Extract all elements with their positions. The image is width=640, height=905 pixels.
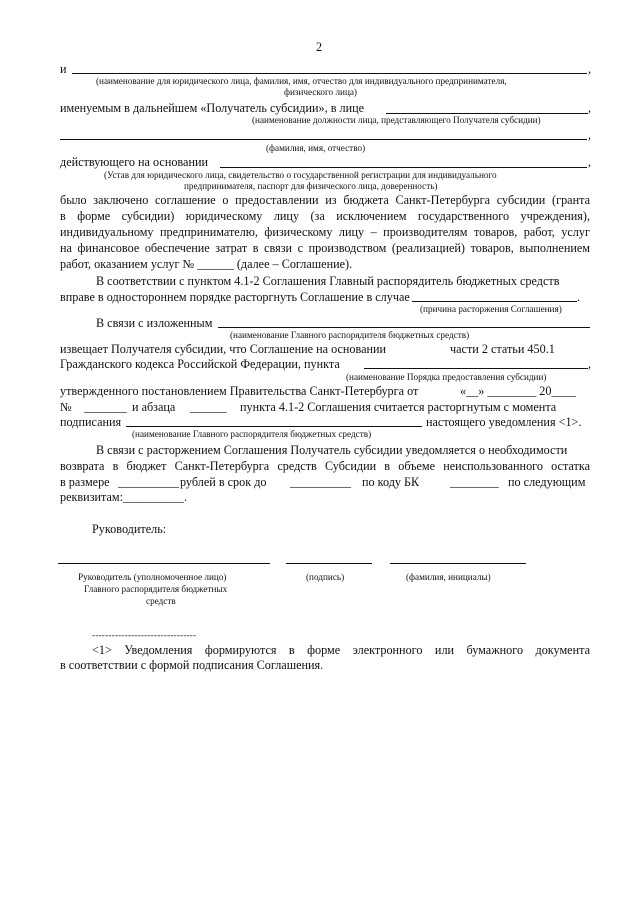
para3-line5-number: № — [60, 400, 72, 414]
para4-line3b: рублей в срок до — [180, 475, 267, 489]
para4-line3d: по следующим — [508, 475, 586, 489]
para3-line4a: утвержденного постановлением Правительства Санкт-Петербурга от — [60, 384, 419, 398]
para3-line6a: подписания — [60, 415, 122, 429]
signature-hint: (подпись) — [306, 572, 345, 582]
para2-line1: В соответствии с пунктом 4.1-2 Соглашения Главный распорядитель бюджетных средств — [96, 274, 560, 288]
para3-line5c: пункта 4.1-2 Соглашения считается расторгнутым с момента — [240, 400, 557, 414]
para3-line2a: извещает Получателя субсидии, что Соглашение на основании — [60, 342, 387, 356]
para2-line2: вправе в одностороннем порядке расторгнуть Соглашение в случае — [60, 290, 410, 304]
basis-hint-line1: (Устав для юридического лица, свидетельство о государственной регистрации для индивидуального — [104, 170, 497, 180]
manager-position-line[interactable] — [58, 563, 270, 564]
para4-line3c: по коду БК — [362, 475, 420, 489]
comma: , — [588, 62, 592, 76]
footnote-line2: в соответствии с формой подписания Соглашения. — [60, 658, 324, 672]
signature-line[interactable] — [286, 563, 372, 564]
para3-line6b: настоящего уведомления <1>. — [426, 415, 582, 429]
footnote-separator: -------------------------------- — [92, 630, 197, 640]
manager-name-line[interactable] — [390, 563, 526, 564]
para1-line1: было заключено соглашение о предоставлении из бюджета Санкт-Петербурга субсидии (гранта — [60, 193, 590, 207]
manager-name-hint: (фамилия, инициалы) — [406, 572, 491, 582]
signature-heading: Руководитель: — [92, 522, 167, 536]
para3-line2b: части 2 статьи 450.1 — [450, 342, 555, 356]
distributor-name-line[interactable] — [218, 327, 590, 328]
footnote-line1: <1> Уведомления формируются в форме электронного или бумажного документа — [92, 643, 590, 657]
distributor-hint: (наименование Главного распорядителя бюджетных средств) — [230, 330, 470, 340]
recipient-prefix: и — [60, 62, 67, 76]
resolution-date[interactable]: «__» ________ 20____ — [460, 384, 576, 398]
amount-blank[interactable]: __________ — [118, 475, 179, 489]
para1-line3: индивидуальному предпринимателю, физическому лицу – производителям товаров, работ, услуг — [60, 225, 590, 239]
basis-document-line[interactable] — [220, 167, 587, 168]
para3-line1: В связи с изложенным — [96, 316, 213, 330]
resolution-number-blank[interactable]: _______ — [84, 400, 127, 414]
subsidy-procedure-hint: (наименование Порядка предоставления субсидии) — [346, 372, 547, 382]
signing-hint: (наименование Главного распорядителя бюджетных средств) — [132, 429, 372, 439]
para4-line1: В связи с расторжением Соглашения Получатель субсидии уведомляется о необходимости — [96, 443, 568, 457]
basis-text: действующего на основании — [60, 155, 209, 169]
basis-hint-line2: предпринимателя, паспорт для физического лица, доверенность) — [184, 181, 438, 191]
signing-line[interactable] — [126, 426, 422, 427]
para1-line5: работ, оказанием услуг № ______ (далее – Соглашение). — [60, 257, 353, 271]
representative-position-line[interactable] — [386, 113, 588, 114]
manager-position-hint3: средств — [146, 596, 176, 606]
recipient-hint-line1: (наименование для юридического лица, фамилия, имя, отчество для индивидуального предпринимателя, — [96, 76, 507, 86]
recipient-name-line[interactable] — [72, 73, 587, 74]
manager-position-hint2: Главного распорядителя бюджетных — [84, 584, 228, 594]
deadline-blank[interactable]: __________ — [290, 475, 351, 489]
para1-line2: в форме субсидии) юридическому лицу (за исключением государственного учреждения), — [60, 209, 590, 223]
representative-name-line[interactable] — [60, 139, 587, 140]
para3-line3: Гражданского кодекса Российской Федерации, пункта — [60, 357, 340, 371]
budget-code-blank[interactable]: ________ — [450, 475, 499, 489]
para3-line5b: и абзаца — [132, 400, 176, 414]
agreement-number-blank[interactable]: ______ — [197, 257, 234, 271]
para1-line4: на финансовое обеспечение затрат в связи с производством (реализацией) товаров, выполнением — [60, 241, 590, 255]
paragraph-blank[interactable]: ______ — [190, 400, 227, 414]
termination-reason-line[interactable] — [412, 301, 577, 302]
recipient-represented-text: именуемым в дальнейшем «Получатель субсидии», в лице — [60, 101, 365, 115]
representative-position-hint: (наименование должности лица, представляющего Получателя субсидии) — [252, 115, 541, 125]
para4-line2: возврата в бюджет Санкт-Петербурга средств Субсидии в объеме неиспользованного остатка — [60, 459, 590, 473]
page-number: 2 — [316, 40, 323, 54]
subsidy-procedure-line[interactable] — [364, 368, 588, 369]
para4-line4: реквизитам:__________. — [60, 490, 188, 504]
para4-line3a: в размере — [60, 475, 110, 489]
manager-position-hint1: Руководитель (уполномоченное лицо) — [78, 572, 227, 582]
termination-reason-hint: (причина расторжения Соглашения) — [420, 304, 562, 314]
recipient-hint-line2: физического лица) — [284, 87, 357, 97]
representative-name-hint: (фамилия, имя, отчество) — [266, 143, 366, 153]
